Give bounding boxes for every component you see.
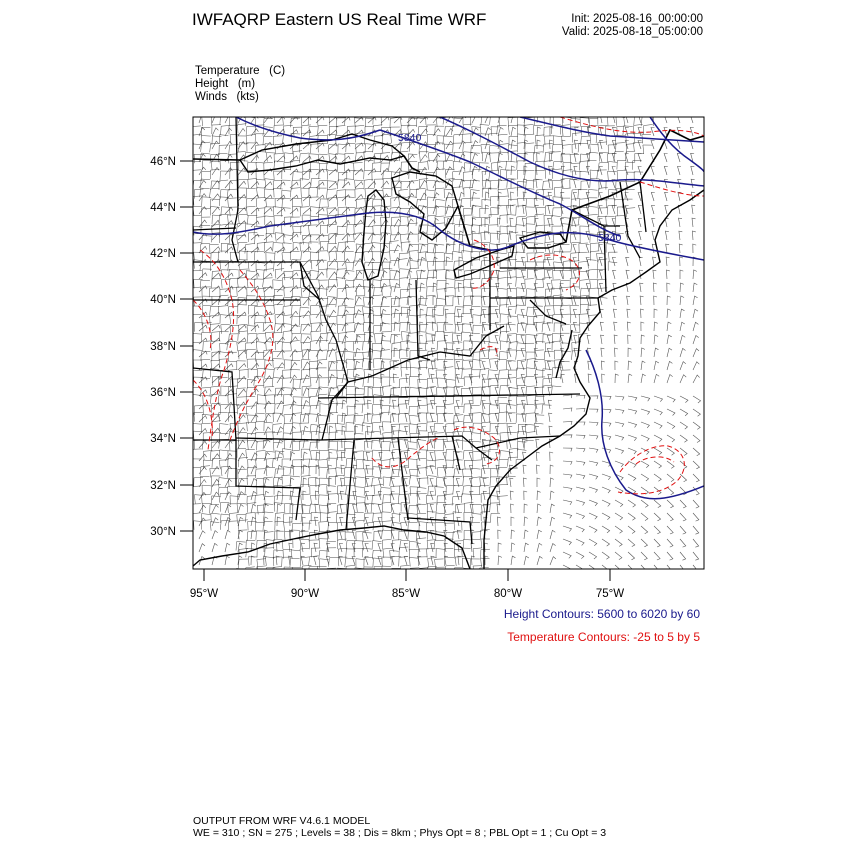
height-contour-label: 5840: [598, 232, 622, 244]
init-time: Init: 2025-08-16_00:00:00: [571, 13, 703, 25]
county-line: [327, 568, 336, 577]
lat-label: 40°N: [150, 294, 176, 306]
lat-label: 32°N: [150, 480, 176, 492]
lon-label: 80°W: [493, 588, 523, 600]
lat-label: 44°N: [150, 202, 176, 214]
lon-label: 90°W: [290, 588, 320, 600]
lon-label: 75°W: [595, 588, 625, 600]
county-line: [464, 568, 473, 577]
field-height: Height (m): [195, 78, 256, 90]
lat-label: 38°N: [150, 341, 176, 353]
valid-time: Valid: 2025-08-18_05:00:00: [561, 26, 703, 38]
lat-label: 42°N: [150, 248, 176, 260]
field-winds: Winds (kts): [195, 91, 259, 103]
model-config: WE = 310 ; SN = 275 ; Levels = 38 ; Dis = 8km ; Phys Opt = 8 ; PBL Opt = 1 ; Cu Opt = 3: [193, 827, 607, 839]
lon-label: 85°W: [391, 588, 421, 600]
longitude-labels: [190, 588, 624, 600]
latitude-axis: [180, 161, 193, 531]
longitude-axis: [204, 569, 610, 581]
field-temperature: Temperature (C): [195, 65, 286, 77]
lat-label: 30°N: [150, 526, 176, 538]
model-name: OUTPUT FROM WRF V4.6.1 MODEL: [193, 815, 371, 827]
lat-label: 36°N: [150, 387, 176, 399]
temperature-contour-legend: Temperature Contours: -25 to 5 by 5: [507, 630, 700, 644]
page-title: IWFAQRP Eastern US Real Time WRF: [192, 10, 487, 29]
latitude-labels: [150, 156, 176, 538]
lon-label: 95°W: [189, 588, 219, 600]
county-line: [236, 568, 245, 577]
lat-label: 34°N: [150, 433, 176, 445]
model-info: [193, 815, 606, 839]
height-contour-legend: Height Contours: 5600 to 6020 by 60: [503, 607, 700, 621]
height-contour-label: 5840: [398, 132, 422, 144]
county-line: [391, 568, 401, 577]
lat-label: 46°N: [150, 156, 176, 168]
